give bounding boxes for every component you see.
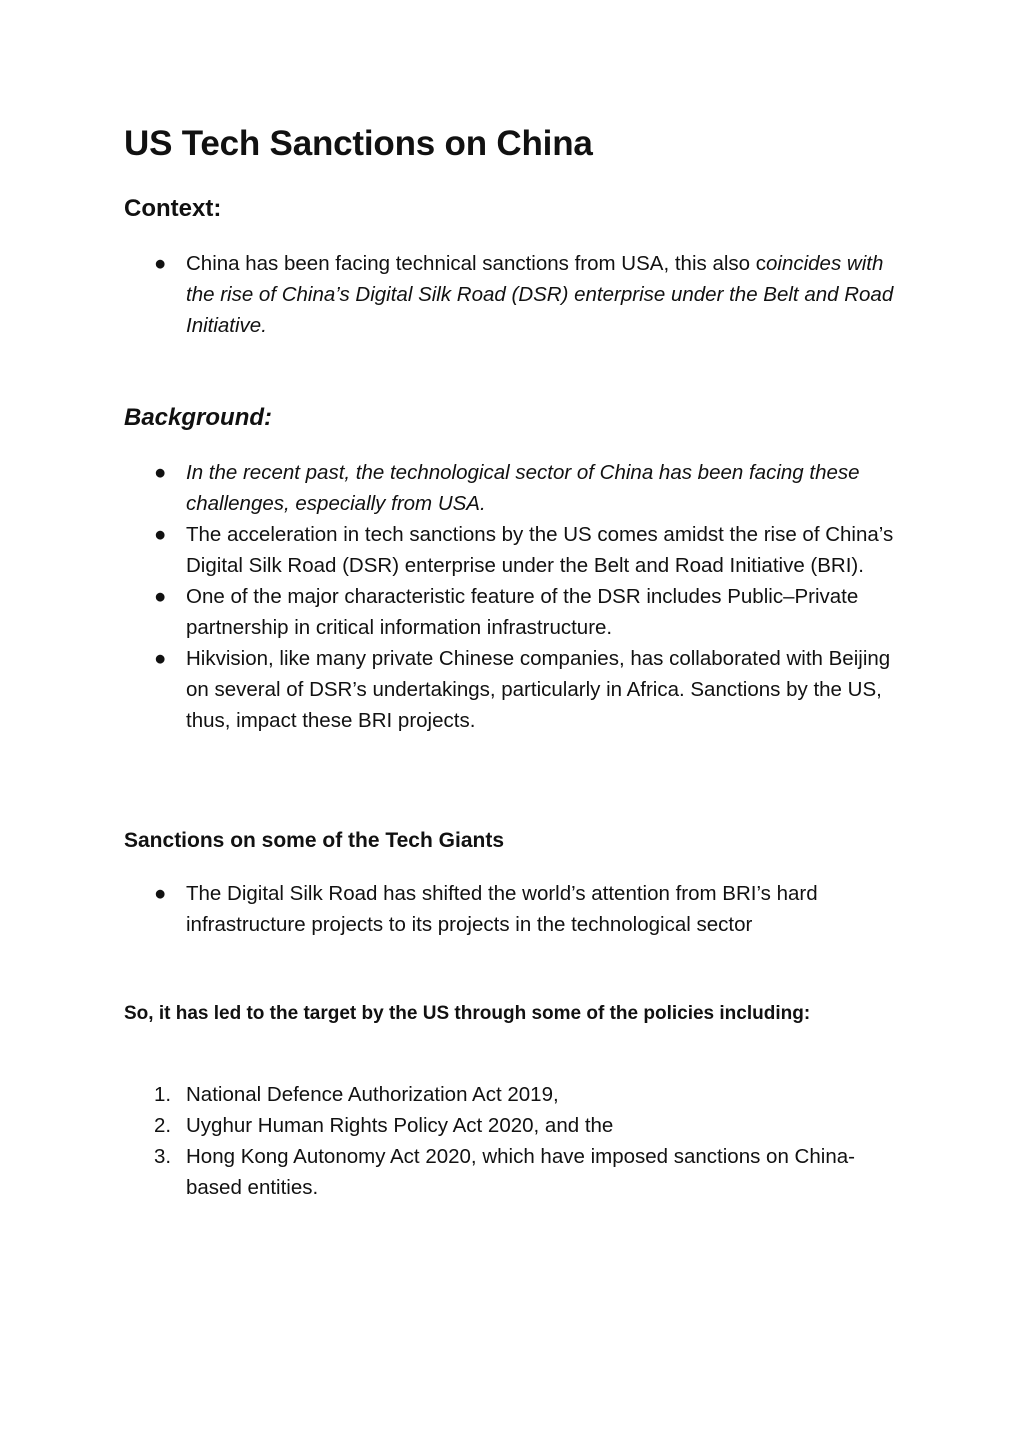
sanctions-item-text: The Digital Silk Road has shifted the world’s attention from BRI’s hard infrastructure projects to its projects in the technological sector <box>186 882 818 936</box>
list-item <box>124 1110 904 1141</box>
context-item-text: China has been facing technical sanctions from USA, this also c <box>186 252 766 275</box>
list-item <box>124 248 904 341</box>
bullet-icon: ● <box>154 252 167 275</box>
context-list <box>124 248 904 341</box>
policies-heading: So, it has led to the target by the US through some of the policies including: <box>124 1003 811 1024</box>
background-item-text: One of the major characteristic feature of the DSR includes Public–Private partnership in critical information infrastructure. <box>186 585 859 639</box>
policy-item-text: Hong Kong Autonomy Act 2020, which have imposed sanctions on China-based entities. <box>186 1145 855 1199</box>
list-number: 1. <box>154 1083 172 1106</box>
list-number: 3. <box>154 1145 172 1168</box>
list-item <box>124 643 904 736</box>
background-heading: Background: <box>124 404 273 431</box>
sanctions-list <box>124 878 904 940</box>
list-item <box>124 1079 904 1110</box>
policies-list <box>124 1079 904 1203</box>
bullet-icon: ● <box>154 882 167 905</box>
bullet-icon: ● <box>154 647 167 670</box>
list-item <box>124 1141 904 1203</box>
list-item <box>124 519 904 581</box>
background-item-text: The acceleration in tech sanctions by the US comes amidst the rise of China’s Digital Silk Road (DSR) enterprise under the Belt and Road Initiative (BRI). <box>186 523 894 577</box>
list-item <box>124 581 904 643</box>
background-list <box>124 457 904 736</box>
list-item <box>124 457 904 519</box>
list-number: 2. <box>154 1114 172 1137</box>
background-item-text: Hikvision, like many private Chinese companies, has collaborated with Beijing on several of DSR’s undertakings, particularly in Africa. Sanctions by the US, thus, impact these BRI projects. <box>186 647 891 732</box>
background-item-text: In the recent past, the technological sector of China has been facing these challenges, especially from USA. <box>186 461 860 515</box>
context-item-italic-text: oincides with the rise of China’s Digital Silk Road (DSR) enterprise under the Belt and Road Initiative. <box>186 252 894 337</box>
bullet-icon: ● <box>154 461 167 484</box>
context-heading: Context: <box>124 195 222 222</box>
policy-item-text: Uyghur Human Rights Policy Act 2020, and the <box>186 1114 614 1137</box>
page-title: US Tech Sanctions on China <box>124 124 593 163</box>
bullet-icon: ● <box>154 523 167 546</box>
sanctions-heading: Sanctions on some of the Tech Giants <box>124 829 504 852</box>
policy-item-text: National Defence Authorization Act 2019, <box>186 1083 559 1106</box>
bullet-icon: ● <box>154 585 167 608</box>
list-item <box>124 878 904 940</box>
